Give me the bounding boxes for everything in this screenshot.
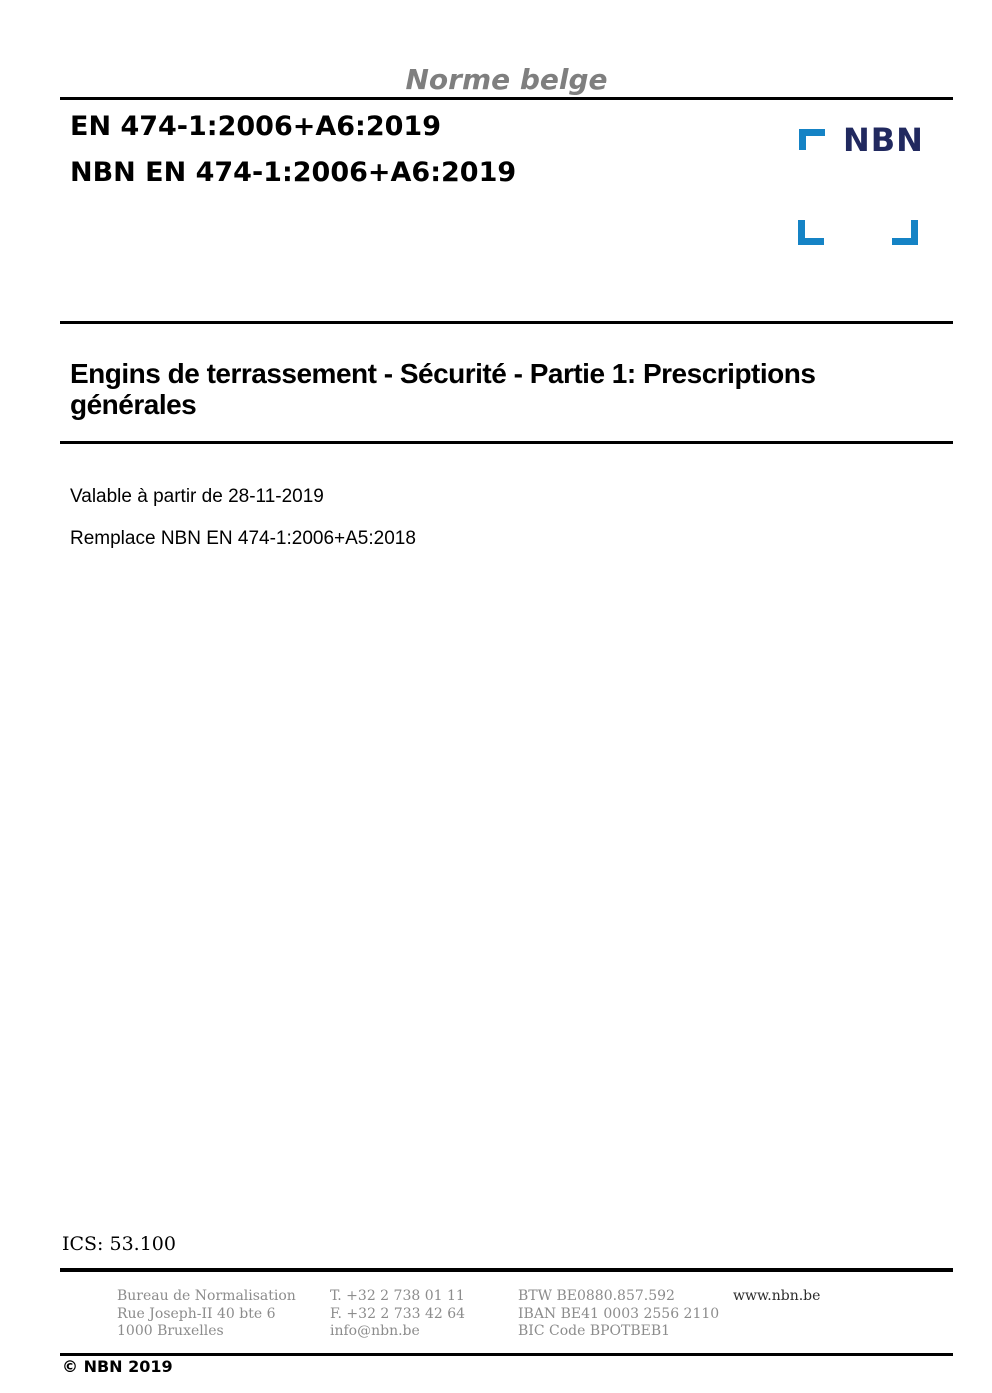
footer-fax: F. +32 2 733 42 64 bbox=[330, 1305, 466, 1322]
standard-code-en: EN 474-1:2006+A6:2019 bbox=[70, 111, 441, 142]
footer-phone: T. +32 2 738 01 11 bbox=[330, 1288, 465, 1304]
footer-website: www.nbn.be bbox=[733, 1288, 821, 1304]
copyright-text: © NBN 2019 bbox=[62, 1357, 173, 1376]
document-title bbox=[70, 358, 950, 420]
divider-footer-bottom bbox=[60, 1353, 953, 1356]
divider-header bbox=[60, 97, 953, 100]
document-kind-label: Norme belge bbox=[405, 63, 608, 96]
footer-iban: IBAN BE41 0003 2556 2110 bbox=[518, 1305, 720, 1322]
standard-code-nbn: NBN EN 474-1:2006+A6:2019 bbox=[70, 157, 517, 188]
footer-org-name: Bureau de Normalisation bbox=[117, 1288, 296, 1304]
footer-bic: BIC Code BPOTBEB1 bbox=[518, 1323, 671, 1339]
logo-corner-bottom-right-icon bbox=[892, 220, 918, 245]
footer-address-block bbox=[117, 1288, 296, 1341]
nbn-logo-text: NBN bbox=[843, 121, 924, 159]
logo-corner-bottom-left-icon bbox=[798, 220, 824, 245]
footer-email: info@nbn.be bbox=[330, 1323, 420, 1339]
footer-registration-block bbox=[518, 1288, 719, 1341]
document-title-line-1: Engins de terrassement - Sécurité - Partie 1: Prescriptions bbox=[70, 358, 816, 389]
replaces-text: Remplace NBN EN 474-1:2006+A5:2018 bbox=[70, 528, 416, 549]
footer-city: 1000 Bruxelles bbox=[117, 1323, 224, 1339]
footer-contact-block bbox=[330, 1288, 465, 1341]
document-title-line-2: générales bbox=[70, 389, 197, 420]
footer-street: Rue Joseph-II 40 bte 6 bbox=[117, 1305, 276, 1322]
ics-code: ICS: 53.100 bbox=[62, 1233, 176, 1255]
footer-btw: BTW BE0880.857.592 bbox=[518, 1288, 675, 1304]
divider-footer-top bbox=[60, 1268, 953, 1272]
valid-from-text: Valable à partir de 28-11-2019 bbox=[70, 486, 324, 507]
logo-corner-top-left-icon bbox=[799, 129, 825, 150]
divider-title-top bbox=[60, 321, 953, 324]
divider-title-bottom bbox=[60, 441, 953, 444]
